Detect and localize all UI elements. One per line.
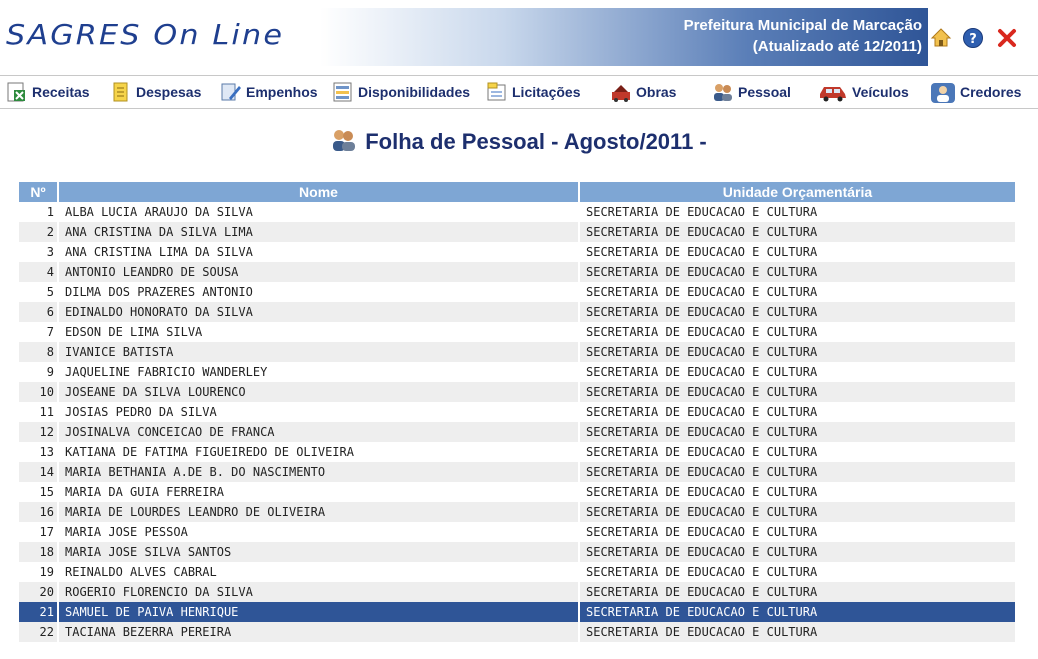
- cell-nome: TACIANA BEZERRA PEREIRA: [58, 622, 579, 642]
- table-row[interactable]: [19, 582, 1016, 602]
- menu-item-despesas[interactable]: [110, 81, 201, 103]
- table-row[interactable]: [19, 302, 1016, 322]
- cell-nome: ALBA LUCIA ARAUJO DA SILVA: [58, 202, 579, 222]
- cell-unidade: SECRETARIA DE EDUCACAO E CULTURA: [579, 242, 1016, 262]
- cell-nome: IVANICE BATISTA: [58, 342, 579, 362]
- cell-numero: 15: [19, 482, 58, 502]
- cell-nome: MARIA JOSE SILVA SANTOS: [58, 542, 579, 562]
- cell-unidade: SECRETARIA DE EDUCACAO E CULTURA: [579, 382, 1016, 402]
- cell-numero: 16: [19, 502, 58, 522]
- header: [0, 0, 1038, 74]
- cell-numero: 8: [19, 342, 58, 362]
- cell-nome: EDINALDO HONORATO DA SILVA: [58, 302, 579, 322]
- table-row[interactable]: [19, 422, 1016, 442]
- cell-numero: 21: [19, 602, 58, 622]
- table-row[interactable]: [19, 222, 1016, 242]
- obras-icon: [610, 82, 632, 102]
- table-row[interactable]: [19, 522, 1016, 542]
- cell-unidade: SECRETARIA DE EDUCACAO E CULTURA: [579, 202, 1016, 222]
- cell-nome: MARIA BETHANIA A.DE B. DO NASCIMENTO: [58, 462, 579, 482]
- column-header-nome[interactable]: Nome: [58, 182, 579, 202]
- column-header-numero[interactable]: Nº: [19, 182, 58, 202]
- cell-nome: ANTONIO LEANDRO DE SOUSA: [58, 262, 579, 282]
- menu-item-empenhos[interactable]: [220, 81, 318, 103]
- help-icon[interactable]: [962, 27, 984, 49]
- licitacoes-icon: [486, 82, 508, 102]
- table-row[interactable]: [19, 382, 1016, 402]
- table-row[interactable]: [19, 462, 1016, 482]
- cell-numero: 4: [19, 262, 58, 282]
- cell-numero: 20: [19, 582, 58, 602]
- menu-item-veiculos[interactable]: [818, 81, 909, 103]
- cell-unidade: SECRETARIA DE EDUCACAO E CULTURA: [579, 522, 1016, 542]
- cell-unidade: SECRETARIA DE EDUCACAO E CULTURA: [579, 542, 1016, 562]
- menu-label: Despesas: [136, 84, 202, 100]
- cell-nome: KATIANA DE FATIMA FIGUEIREDO DE OLIVEIRA: [58, 442, 579, 462]
- table-row[interactable]: [19, 342, 1016, 362]
- pessoal-icon: [331, 128, 357, 156]
- cell-nome: MARIA DE LOURDES LEANDRO DE OLIVEIRA: [58, 502, 579, 522]
- table-row[interactable]: [19, 602, 1016, 622]
- cell-unidade: SECRETARIA DE EDUCACAO E CULTURA: [579, 402, 1016, 422]
- cell-numero: 7: [19, 322, 58, 342]
- cell-numero: 11: [19, 402, 58, 422]
- table-row[interactable]: [19, 622, 1016, 642]
- cell-numero: 9: [19, 362, 58, 382]
- close-icon[interactable]: [996, 27, 1018, 49]
- table-row[interactable]: [19, 202, 1016, 222]
- cell-unidade: SECRETARIA DE EDUCACAO E CULTURA: [579, 422, 1016, 442]
- cell-nome: JOSIAS PEDRO DA SILVA: [58, 402, 579, 422]
- despesas-icon: [110, 82, 132, 102]
- cell-unidade: SECRETARIA DE EDUCACAO E CULTURA: [579, 282, 1016, 302]
- cell-unidade: SECRETARIA DE EDUCACAO E CULTURA: [579, 442, 1016, 462]
- cell-unidade: SECRETARIA DE EDUCACAO E CULTURA: [579, 222, 1016, 242]
- menu-item-pessoal[interactable]: [712, 81, 791, 103]
- cell-numero: 14: [19, 462, 58, 482]
- cell-unidade: SECRETARIA DE EDUCACAO E CULTURA: [579, 582, 1016, 602]
- cell-unidade: SECRETARIA DE EDUCACAO E CULTURA: [579, 462, 1016, 482]
- table-row[interactable]: [19, 322, 1016, 342]
- pessoal-icon: [712, 82, 734, 102]
- cell-unidade: SECRETARIA DE EDUCACAO E CULTURA: [579, 322, 1016, 342]
- menu-item-obras[interactable]: [610, 81, 676, 103]
- page-title-area: [0, 128, 1038, 156]
- cell-numero: 17: [19, 522, 58, 542]
- menu-item-licitacoes[interactable]: [486, 81, 580, 103]
- disponibilidades-icon: [332, 82, 354, 102]
- cell-unidade: SECRETARIA DE EDUCACAO E CULTURA: [579, 362, 1016, 382]
- menu-item-credores[interactable]: [930, 81, 1021, 103]
- personnel-table: [19, 182, 1017, 642]
- menu-label: Pessoal: [738, 84, 791, 100]
- cell-nome: MARIA JOSE PESSOA: [58, 522, 579, 542]
- svg-text:?: ?: [969, 32, 977, 47]
- menu-item-disponibilidades[interactable]: [332, 81, 470, 103]
- menu-label: Veículos: [852, 84, 909, 100]
- cell-unidade: SECRETARIA DE EDUCACAO E CULTURA: [579, 262, 1016, 282]
- menu-label: Empenhos: [246, 84, 318, 100]
- cell-unidade: SECRETARIA DE EDUCACAO E CULTURA: [579, 302, 1016, 322]
- cell-numero: 12: [19, 422, 58, 442]
- cell-unidade: SECRETARIA DE EDUCACAO E CULTURA: [579, 602, 1016, 622]
- menu-label: Credores: [960, 84, 1022, 100]
- menu-label: Disponibilidades: [358, 84, 471, 100]
- cell-nome: EDSON DE LIMA SILVA: [58, 322, 579, 342]
- menu-label: Licitações: [512, 84, 581, 100]
- table-row[interactable]: [19, 362, 1016, 382]
- cell-numero: 2: [19, 222, 58, 242]
- cell-nome: REINALDO ALVES CABRAL: [58, 562, 579, 582]
- table-row[interactable]: [19, 242, 1016, 262]
- cell-numero: 5: [19, 282, 58, 302]
- table-row[interactable]: [19, 542, 1016, 562]
- cell-nome: SAMUEL DE PAIVA HENRIQUE: [58, 602, 579, 622]
- table-header-row: [19, 182, 1016, 202]
- home-icon[interactable]: [930, 27, 952, 49]
- cell-unidade: SECRETARIA DE EDUCACAO E CULTURA: [579, 342, 1016, 362]
- cell-numero: 1: [19, 202, 58, 222]
- cell-nome: ANA CRISTINA LIMA DA SILVA: [58, 242, 579, 262]
- table-row[interactable]: [19, 482, 1016, 502]
- empenhos-icon: [220, 82, 242, 102]
- sagres-logo: SAGRES On Line: [6, 18, 285, 51]
- cell-nome: JAQUELINE FABRICIO WANDERLEY: [58, 362, 579, 382]
- receitas-icon: [6, 82, 28, 102]
- cell-unidade: SECRETARIA DE EDUCACAO E CULTURA: [579, 502, 1016, 522]
- cell-nome: JOSINALVA CONCEICAO DE FRANCA: [58, 422, 579, 442]
- cell-nome: ROGERIO FLORENCIO DA SILVA: [58, 582, 579, 602]
- cell-unidade: SECRETARIA DE EDUCACAO E CULTURA: [579, 562, 1016, 582]
- cell-numero: 19: [19, 562, 58, 582]
- updated-label: (Atualizado até 12/2011): [752, 38, 922, 55]
- main-menu: [0, 75, 1038, 109]
- table-row[interactable]: [19, 262, 1016, 282]
- credores-icon: [930, 82, 956, 102]
- table-row[interactable]: [19, 442, 1016, 462]
- cell-nome: DILMA DOS PRAZERES ANTONIO: [58, 282, 579, 302]
- menu-item-receitas[interactable]: [6, 81, 90, 103]
- cell-numero: 13: [19, 442, 58, 462]
- table-row[interactable]: [19, 282, 1016, 302]
- org-name: Prefeitura Municipal de Marcação: [683, 17, 922, 34]
- column-header-unidade[interactable]: Unidade Orçamentária: [579, 182, 1016, 202]
- header-banner: [320, 8, 928, 66]
- table-row[interactable]: [19, 502, 1016, 522]
- cell-numero: 6: [19, 302, 58, 322]
- cell-nome: MARIA DA GUIA FERREIRA: [58, 482, 579, 502]
- cell-nome: JOSEANE DA SILVA LOURENCO: [58, 382, 579, 402]
- cell-numero: 10: [19, 382, 58, 402]
- veiculos-icon: [818, 82, 848, 102]
- menu-label: Obras: [636, 84, 677, 100]
- cell-unidade: SECRETARIA DE EDUCACAO E CULTURA: [579, 482, 1016, 502]
- table-row[interactable]: [19, 402, 1016, 422]
- cell-nome: ANA CRISTINA DA SILVA LIMA: [58, 222, 579, 242]
- cell-unidade: SECRETARIA DE EDUCACAO E CULTURA: [579, 622, 1016, 642]
- cell-numero: 22: [19, 622, 58, 642]
- cell-numero: 18: [19, 542, 58, 562]
- menu-label: Receitas: [32, 84, 90, 100]
- table-row[interactable]: [19, 562, 1016, 582]
- cell-numero: 3: [19, 242, 58, 262]
- page-title: Folha de Pessoal - Agosto/2011 -: [365, 129, 707, 154]
